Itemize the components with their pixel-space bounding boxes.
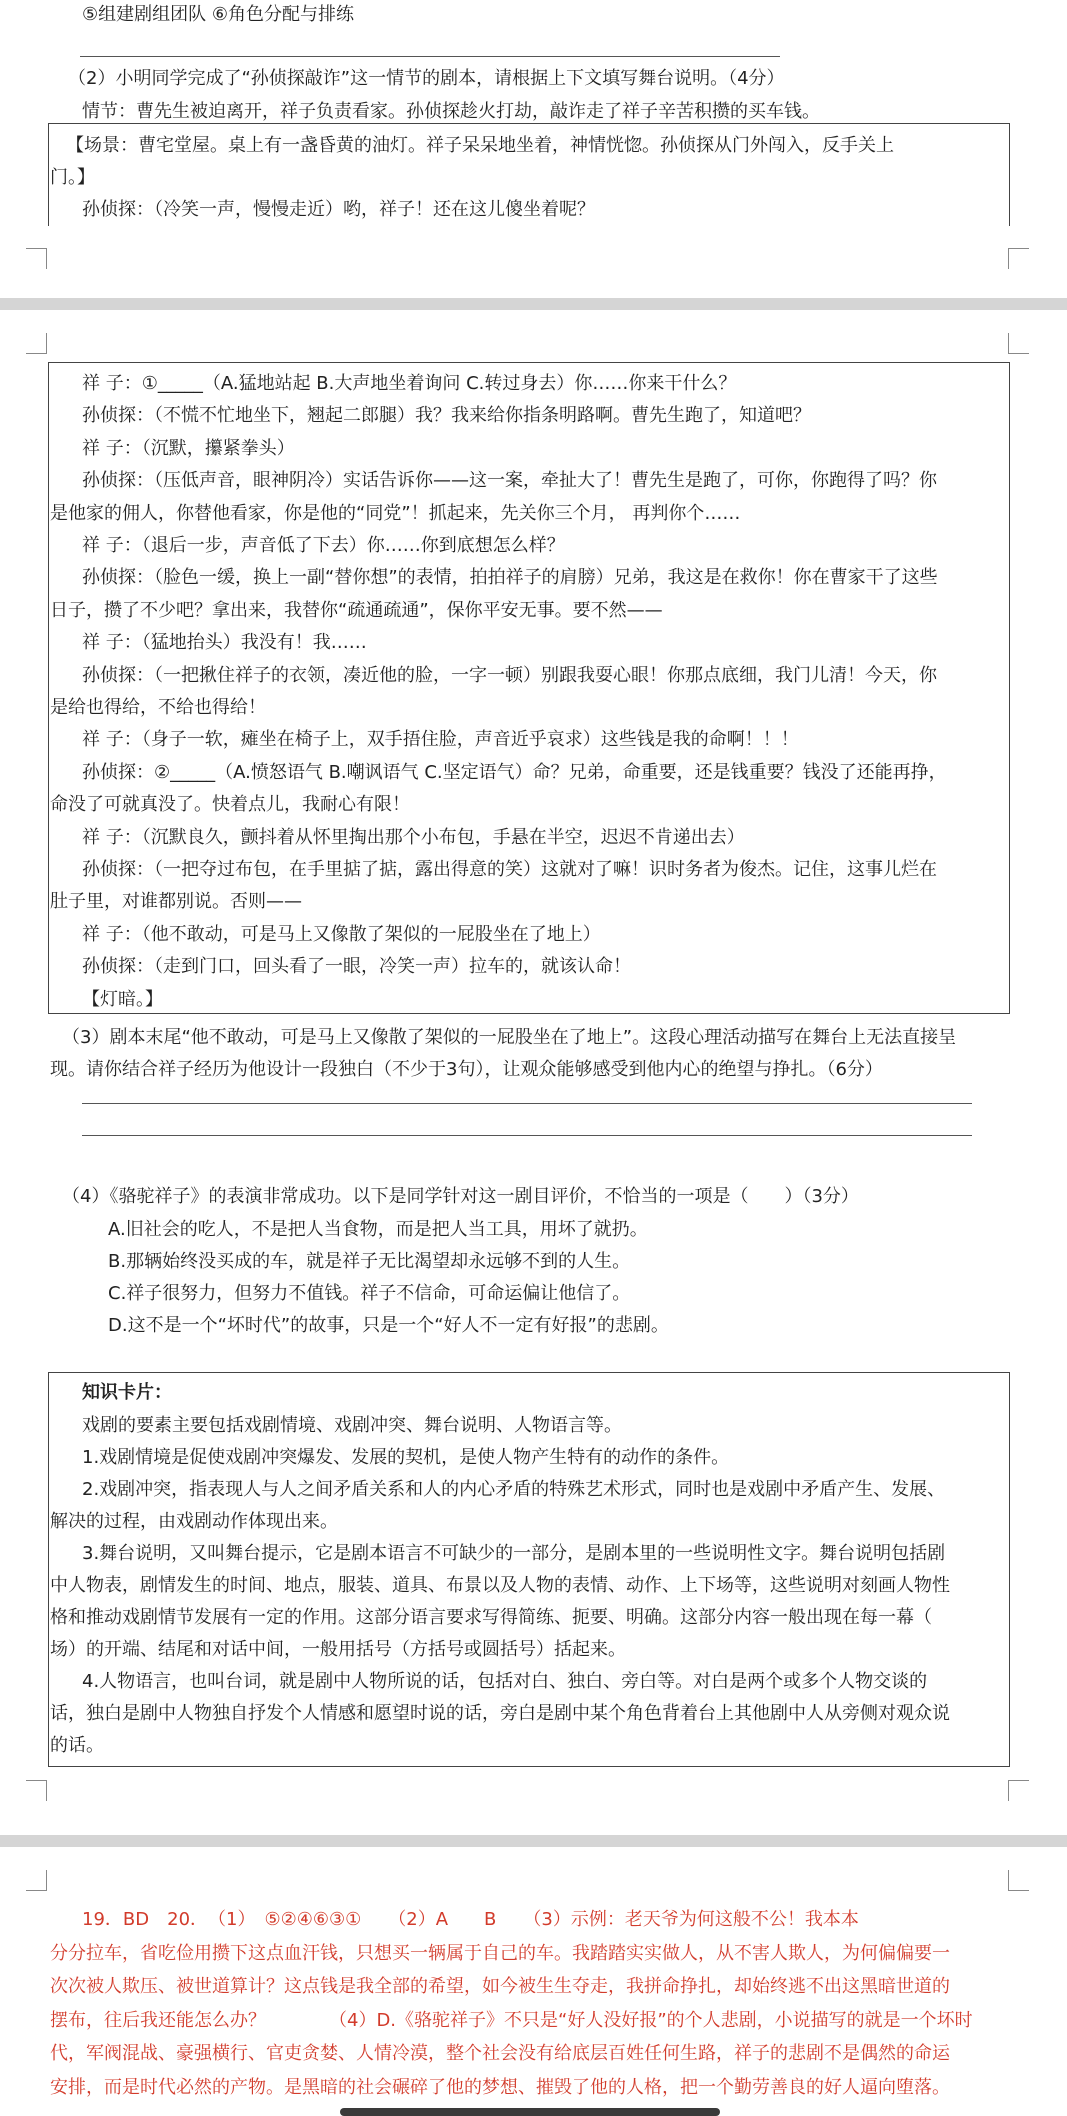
answer-rule xyxy=(82,1135,972,1136)
card-line: 3.舞台说明，又叫舞台提示，它是剧本语言不可缺少的一部分，是剧本里的一些说明性文字。舞台说明包括剧 xyxy=(82,1543,946,1564)
q4-stem: （4）《骆驼祥子》的表演非常成功。以下是同学针对这一剧目评价，不恰当的一项是（ ）（3分） xyxy=(62,1186,859,1207)
card-line: 格和推动戏剧情节发展有一定的作用。这部分语言要求写得简练、扼要、明确。这部分内容一般出现在每一幕（ xyxy=(50,1607,932,1628)
script-line: 肚子里，对谁都别说。否则—— xyxy=(50,891,302,913)
card-line: 2.戏剧冲突，指表现人与人之间矛盾关系和人的内心矛盾的特殊艺术形式，同时也是戏剧中矛盾产生、发展、 xyxy=(82,1479,946,1500)
q4-option: D.这不是一个“坏时代”的故事，只是一个“好人不一定有好报”的悲剧。 xyxy=(108,1315,669,1336)
script-line: 祥 子：（身子一软，瘫坐在椅子上，双手捂住脸，声音近乎哀求）这些钱是我的命啊！！！ xyxy=(82,729,799,751)
script-line: 孙侦探：②_____（A.愤怒语气 B.嘲讽语气 C.坚定语气）命？兄弟，命重要，还是钱重要？钱没了还能再挣， xyxy=(82,761,947,783)
q4-option: A.旧社会的吃人，不是把人当食物，而是把人当工具，用坏了就扔。 xyxy=(108,1219,648,1240)
q4-option: C.祥子很努力，但努力不值钱。祥子不信命，可命运偏让他信了。 xyxy=(108,1283,631,1304)
page-corner-mark xyxy=(26,1870,47,1891)
answer-line: 分分拉车，省吃俭用攒下这点血汗钱，只想买一辆属于自己的车。我踏踏实实做人，从不害人欺人，为何偏偏要一 xyxy=(50,1942,950,1964)
q2-intro: （2）小明同学完成了“孙侦探敲诈”这一情节的剧本，请根据上下文填写舞台说明。（4分） xyxy=(68,68,785,89)
script-line: 祥 子：（沉默良久，颤抖着从怀里掏出那个小布包，手悬在半空，迟迟不肯递出去） xyxy=(82,826,745,848)
script-line: 孙侦探：（一把夺过布包，在手里掂了掂，露出得意的笑）这就对了嘛！识时务者为俊杰。记住，这事儿烂在 xyxy=(82,859,937,880)
top-line: ⑤组建剧组团队 ⑥角色分配与排练 xyxy=(82,4,354,25)
q4-option: B.那辆始终没买成的车，就是祥子无比渴望却永远够不到的人生。 xyxy=(108,1251,631,1272)
answer-line: 19．BD 20． （1） ⑤②④⑥③① （2）A B （3）示例：老天爷为何这般不公！我本本 xyxy=(82,1909,859,1930)
card-line: 4.人物语言，也叫台词，就是剧中人物所说的话，包括对白、独白、旁白等。对白是两个或多个人物交谈的 xyxy=(82,1671,928,1692)
card-line: 中人物表，剧情发生的时间、地点，服装、道具、布景以及人物的表情、动作、上下场等，这些说明对刻画人物性 xyxy=(50,1575,950,1596)
card-line: 场）的开端、结尾和对话中间，一般用括号（方括号或圆括号）括起来。 xyxy=(50,1639,626,1660)
script-line: 孙侦探：（压低声音，眼神阴冷）实话告诉你——这一案，牵扯大了！曹先生是跑了，可你，你跑得了吗？你 xyxy=(82,470,937,492)
page-corner-mark xyxy=(26,1780,47,1801)
script-line: 孙侦探：（走到门口，回头看了一眼，冷笑一声）拉车的，就该认命！ xyxy=(82,956,631,978)
scroll-handle[interactable] xyxy=(340,2108,720,2116)
script-line: 孙侦探：（脸色一缓，换上一副“替你想”的表情，拍拍祥子的肩膀）兄弟，我这是在救你！你在曹家干了这些 xyxy=(82,567,938,589)
card-line: 的话。 xyxy=(50,1735,104,1756)
answer-rule xyxy=(80,56,780,57)
script-line: 命没了可就真没了。快着点儿，我耐心有限！ xyxy=(50,794,410,816)
page-corner-mark xyxy=(1008,248,1029,269)
q3-line-1: （3）剧本末尾“他不敢动，可是马上又像散了架似的一屁股坐在了地上”。这段心理活动描写在舞台上无法直接呈 xyxy=(62,1027,957,1048)
script-line: 祥 子：①_____（A.猛地站起 B.大声地坐着询问 C.转过身去）你……你来干什么？ xyxy=(82,373,737,394)
script-line: 祥 子：（沉默，攥紧拳头） xyxy=(82,437,295,459)
page-corner-mark xyxy=(26,333,47,354)
page-corner-mark xyxy=(26,248,47,269)
answer-line: 安排，而是时代必然的产物。是黑暗的社会碾碎了他的梦想、摧毁了他的人格，把一个勤劳善良的好人逼向堕落。 xyxy=(50,2076,950,2098)
script-line: 是他家的佣人，你替他看家，你是他的“同党”！抓起来，先关你三个月， 再判你个…… xyxy=(50,502,741,524)
q2-plot: 情节：曹先生被迫离开，祥子负责看家。孙侦探趁火打劫，敲诈走了祥子辛苦积攒的买车钱。 xyxy=(82,101,820,122)
script-line: 日子，攒了不少吧？拿出来，我替你“疏通疏通”，保你平安无事。要不然—— xyxy=(50,599,663,621)
card-line: 解决的过程，由戏剧动作体现出来。 xyxy=(50,1511,338,1532)
script-line: 祥 子：（退后一步，声音低了下去）你……你到底想怎么样？ xyxy=(82,535,565,556)
q3-line-2: 现。请你结合祥子经历为他设计一段独白（不少于3句），让观众能够感受到他内心的绝望与挣扎。（6分） xyxy=(50,1059,883,1080)
page-separator xyxy=(0,298,1067,310)
script-line: 孙侦探：（不慌不忙地坐下，翘起二郎腿）我？我来给你指条明路啊。曹先生跑了，知道吧？ xyxy=(82,405,811,427)
page-corner-mark xyxy=(1008,1870,1029,1891)
script-line: 【灯暗。】 xyxy=(82,988,163,1010)
answer-rule xyxy=(82,1103,972,1104)
card-line: 话，独白是剧中人物独自抒发个人情感和愿望时说的话，旁白是剧中某个角色背着台上其他剧中人从旁侧对观众说 xyxy=(50,1703,950,1724)
scene-line-2: 门。】 xyxy=(50,167,95,188)
script-line: 祥 子：（猛地抬头）我没有！我…… xyxy=(82,632,367,654)
page-separator xyxy=(0,1835,1067,1847)
scene-line-1: 【场景：曹宅堂屋。桌上有一盏昏黄的油灯。祥子呆呆地坐着，神情恍惚。孙侦探从门外闯入，反手关上 xyxy=(66,135,894,156)
card-title: 知识卡片： xyxy=(82,1382,172,1403)
script-line: 是给也得给，不给也得给！ xyxy=(50,697,266,718)
page-corner-mark xyxy=(1008,1780,1029,1801)
answer-line: 次次被人欺压、被世道算计？这点钱是我全部的希望，如今被生生夺走，我拼命挣扎，却始终逃不出这黑暗世道的 xyxy=(50,1976,950,1997)
script-line: 孙侦探：（一把揪住祥子的衣领，凑近他的脸，一字一顿）别跟我耍心眼！你那点底细，我门儿清！今天，你 xyxy=(82,664,937,686)
card-line: 戏剧的要素主要包括戏剧情境、戏剧冲突、舞台说明、人物语言等。 xyxy=(82,1415,622,1436)
sun-first-line: 孙侦探：（冷笑一声，慢慢走近）哟，祥子！还在这儿傻坐着呢？ xyxy=(82,199,595,220)
answer-line: 代，军阀混战、豪强横行、官吏贪婪、人情冷漠，整个社会没有给底层百姓任何生路，祥子的悲剧不是偶然的命运 xyxy=(50,2043,950,2064)
answer-line: 摆布，往后我还能怎么办？ （4）D.《骆驼祥子》不只是“好人没好报”的个人悲剧，小说描写的就是一个坏时 xyxy=(50,2009,973,2031)
page-corner-mark xyxy=(1008,333,1029,354)
script-line: 祥 子：（他不敢动，可是马上又像散了架似的一屁股坐在了地上） xyxy=(82,923,601,945)
card-line: 1.戏剧情境是促使戏剧冲突爆发、发展的契机，是使人物产生特有的动作的条件。 xyxy=(82,1447,730,1468)
